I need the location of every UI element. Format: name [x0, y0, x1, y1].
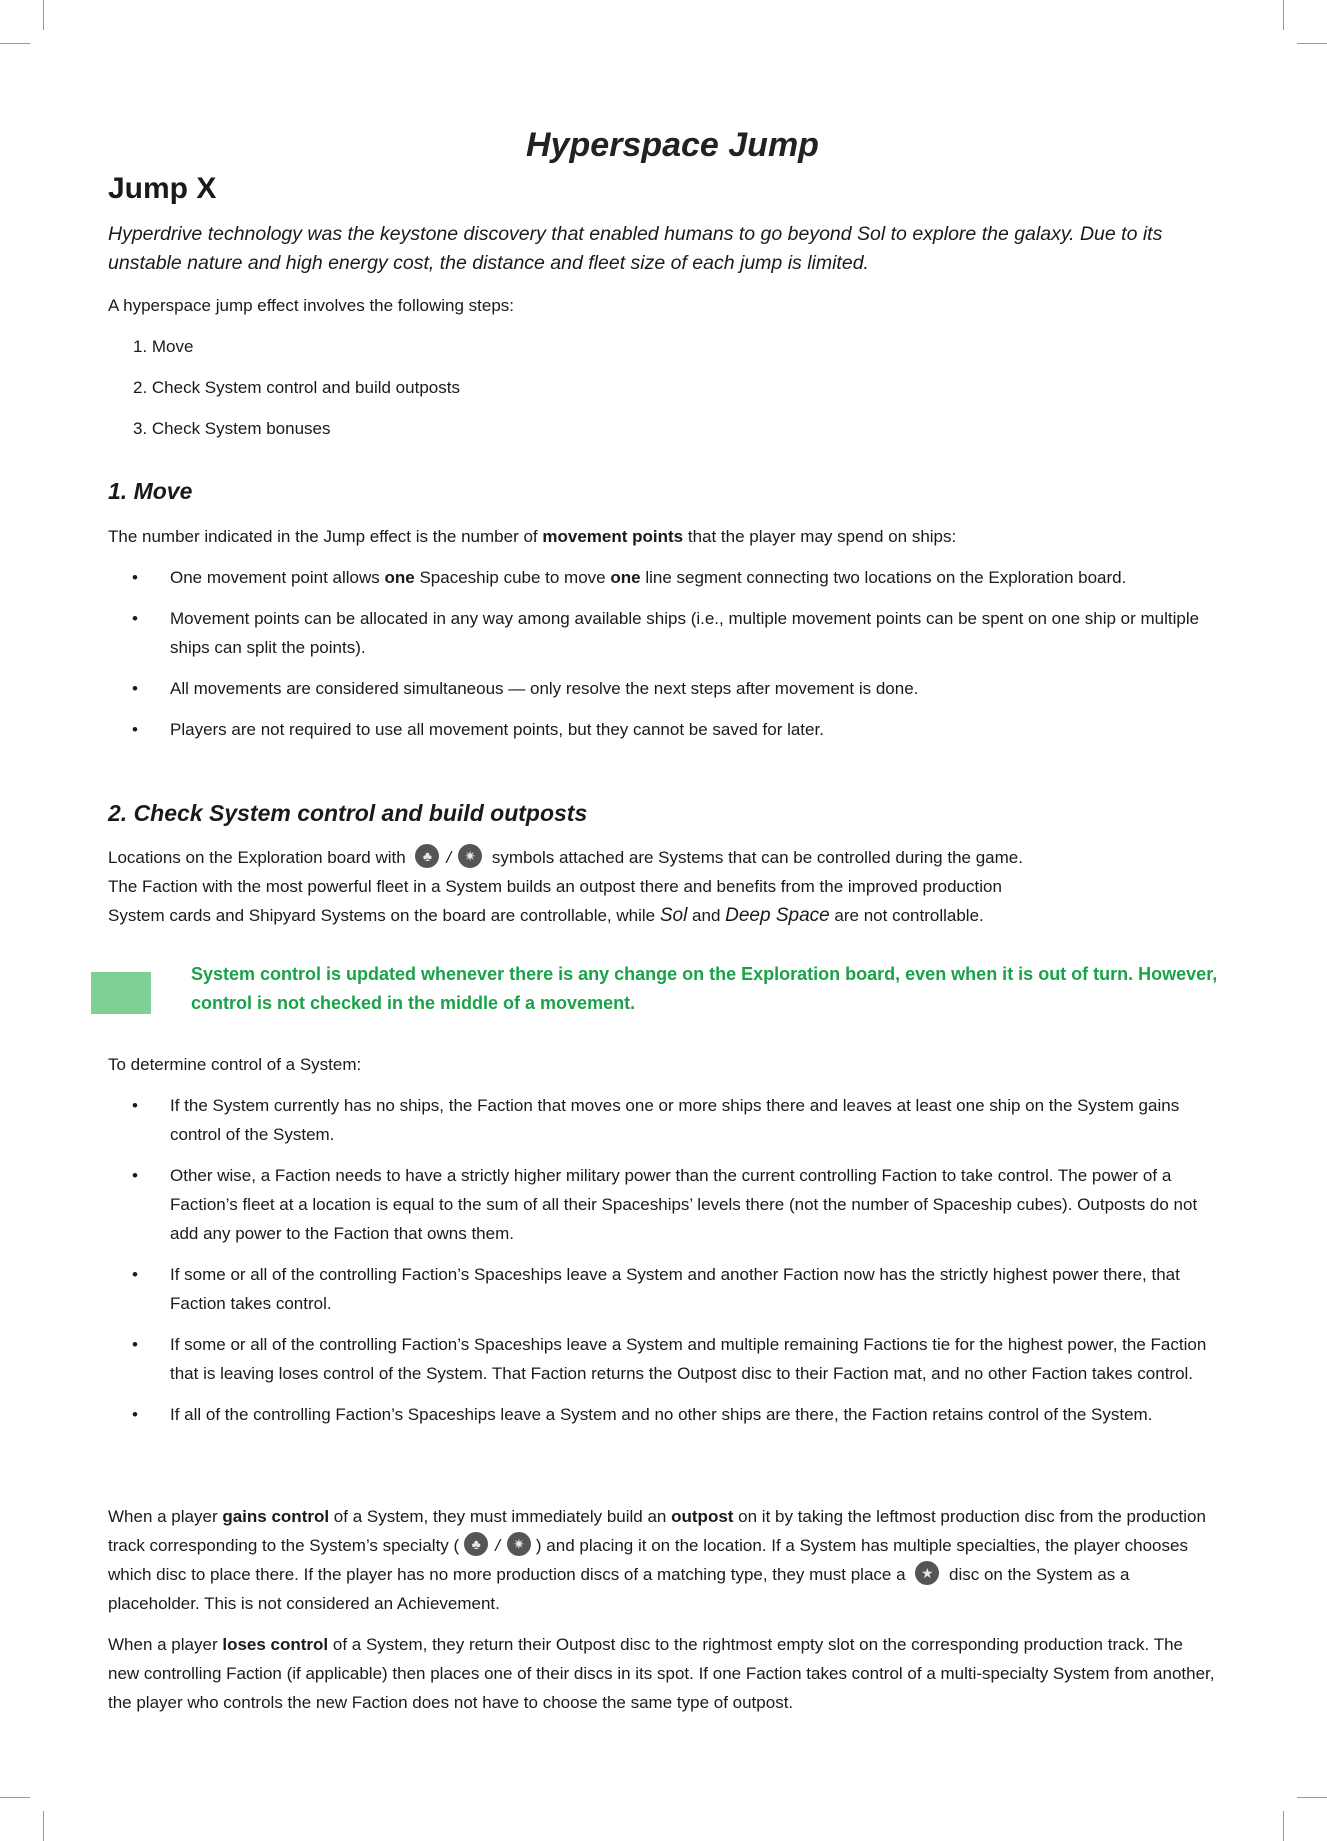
- intro-text: Hyperdrive technology was the keystone discovery that enabled humans to go beyond Sol to explore the galaxy. Due to its unstable nature and high energy cost, the distance and fleet size of each jump is limited.: [108, 223, 1163, 274]
- crop-mark: [1297, 43, 1327, 44]
- text: When a player: [108, 1507, 223, 1526]
- bold-text: one: [610, 568, 641, 587]
- control-bullet-list: [108, 1091, 1218, 1429]
- text: of a System, they must immediately build an: [329, 1507, 672, 1526]
- text: ) and placing it on the location. If a System has multiple specialties, the player chooses which disc to place there. If the player has no more production discs of a matching type, they must place a: [108, 1536, 1188, 1584]
- list-item: • If some or all of the controlling Faction’s Spaceships leave a System and multiple remaining Factions tie for the highest power, the Faction that is leaving loses control of the System. That Faction returns the Outpost disc to their Faction mat, and no other Faction takes control.: [108, 1330, 1218, 1388]
- text: Spaceship cube to move: [414, 568, 611, 587]
- move-paragraph: [108, 522, 1218, 551]
- list-item: • If all of the controlling Faction’s Spaceships leave a System and no other ships are there, the Faction retains control of the System.: [108, 1400, 1218, 1429]
- crop-mark: [0, 1797, 30, 1798]
- crop-mark: [1283, 1811, 1284, 1841]
- leaf-icon: [464, 1532, 488, 1556]
- text: disc on the System as a placeholder. This is not considered an Achievement.: [108, 1565, 1130, 1613]
- leaf-icon: [415, 844, 439, 868]
- gains-control-paragraph: [108, 1502, 1218, 1618]
- step-item: 3. Check System bonuses: [133, 419, 331, 438]
- italic-text: Deep Space: [725, 905, 830, 926]
- list-item: • All movements are considered simultaneous — only resolve the next steps after movement is done.: [108, 674, 1218, 703]
- gear-icon: [507, 1532, 531, 1556]
- slash: /: [495, 1536, 500, 1555]
- bold-text: loses control: [222, 1635, 329, 1654]
- list-item: • Movement points can be allocated in any way among available ships (i.e., multiple movement points can be spent on one ship or multiple ships can split the points).: [108, 604, 1218, 662]
- crop-mark: [1297, 1797, 1327, 1798]
- italic-text: Sol: [659, 905, 688, 926]
- move-bullet-list: [108, 563, 1218, 744]
- text: line segment connecting two locations on the Exploration board.: [640, 568, 1127, 587]
- list-item: • If some or all of the controlling Faction’s Spaceships leave a System and another Faction now has the strictly highest power there, that Faction takes control.: [108, 1260, 1218, 1318]
- list-item: [108, 563, 1218, 592]
- crop-mark: [1283, 0, 1284, 30]
- text: symbols attached are Systems that can be controlled during the game.: [487, 848, 1023, 867]
- text: on it by taking the leftmost production disc from the production track corresponding to the System’s specialty (: [108, 1507, 1206, 1555]
- text: When a player: [108, 1635, 223, 1654]
- note-marker: [91, 972, 151, 1014]
- step-item: 2. Check System control and build outposts: [133, 378, 460, 397]
- steps-list: [133, 332, 460, 455]
- crop-mark: [43, 1811, 44, 1841]
- slash: /: [446, 848, 452, 867]
- text: System cards and Shipyard Systems on the board are controllable, while: [108, 906, 660, 925]
- determine-intro: To determine control of a System:: [108, 1055, 362, 1074]
- loses-control-paragraph: [108, 1630, 1218, 1717]
- control-heading: 2. Check System control and build outposts: [108, 800, 588, 826]
- bold-text: outpost: [671, 1507, 734, 1526]
- list-item: • Other wise, a Faction needs to have a strictly higher military power than the current controlling Faction to take control. The power of a Faction’s fleet at a location is equal to the sum of all their Spaceships’ levels there (not the number of Spaceship cubes). Outposts do not add any power to the Faction that owns them.: [108, 1161, 1218, 1248]
- steps-intro: A hyperspace jump effect involves the following steps:: [108, 296, 515, 315]
- text: and: [687, 906, 726, 925]
- section-heading: Jump X: [108, 172, 217, 205]
- bold-text: one: [384, 568, 415, 587]
- text: The Faction with the most powerful fleet in a System builds an outpost there and benefits from the improved production: [108, 877, 1002, 896]
- control-paragraph: [108, 843, 1218, 930]
- text: that the player may spend on ships:: [683, 527, 957, 546]
- bold-text: gains control: [222, 1507, 330, 1526]
- list-item: • If the System currently has no ships, the Faction that moves one or more ships there and leaves at least one ship on the System gains control of the System.: [108, 1091, 1218, 1149]
- text: Locations on the Exploration board with: [108, 848, 411, 867]
- star-icon: [915, 1561, 939, 1585]
- bold-text: movement points: [542, 527, 684, 546]
- list-item: • Players are not required to use all movement points, but they cannot be saved for later.: [108, 715, 1218, 744]
- move-heading: 1. Move: [108, 478, 193, 504]
- note-text: System control is updated whenever there is any change on the Exploration board, even when it is out of turn. However, control is not checked in the middle of a movement.: [191, 964, 1218, 1013]
- page-title: Hyperspace Jump: [526, 126, 819, 164]
- text: One movement point allows: [170, 568, 385, 587]
- step-item: 1. Move: [133, 337, 194, 356]
- text: The number indicated in the Jump effect is the number of: [108, 527, 543, 546]
- text: of a System, they return their Outpost disc to the rightmost empty slot on the corresponding production track. The new controlling Faction (if applicable) then places one of their discs in its spot. If one Faction takes control of a multi-specialty System from another, the player who controls the new Faction does not have to choose the same type of outpost.: [108, 1635, 1215, 1712]
- crop-mark: [43, 0, 44, 30]
- text: are not controllable.: [829, 906, 984, 925]
- gear-icon: [458, 844, 482, 868]
- crop-mark: [0, 43, 30, 44]
